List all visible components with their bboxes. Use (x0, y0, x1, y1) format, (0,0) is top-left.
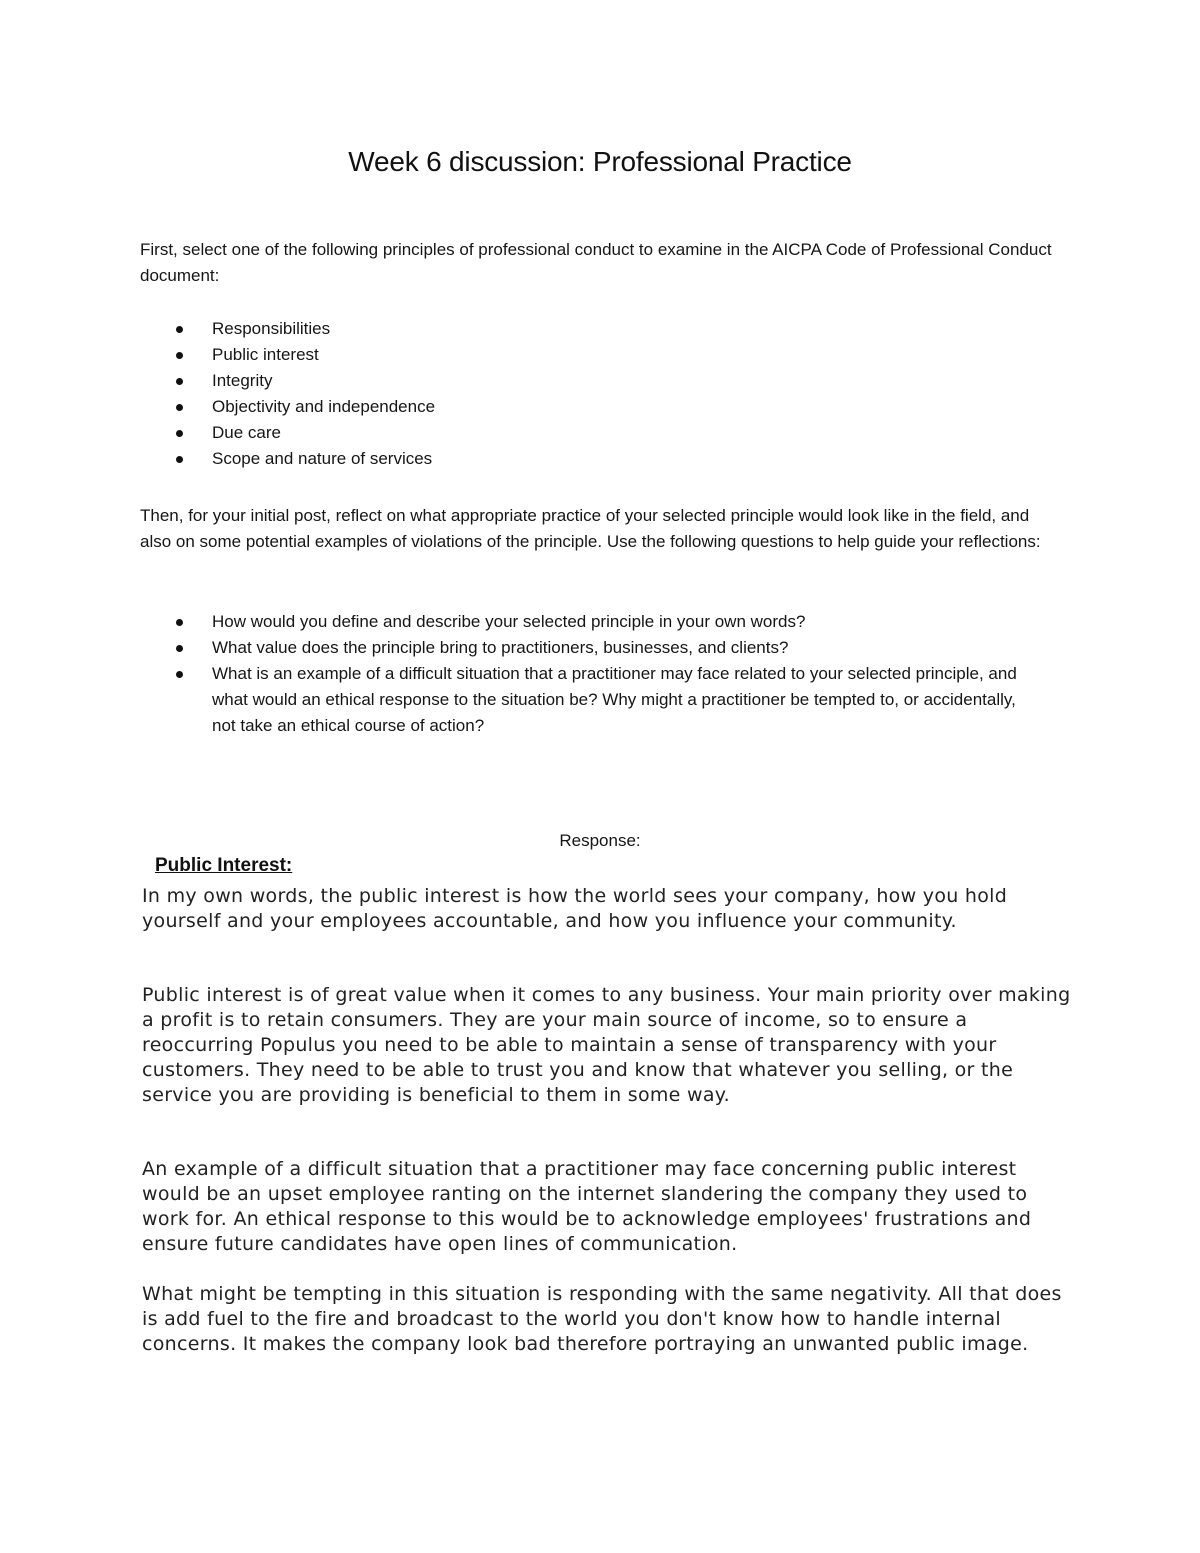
bullet-icon (176, 326, 183, 333)
response-paragraph-2: Public interest is of great value when it comes to any business. Your main priority over making a profit is to retain consumers. They are your main source of income, so to ensure a reoccurring Populus you need to be able to maintain a sense of transparency with your customers. They need to be able to trust you and know that whatever you selling, or the service you are providing is beneficial to them in some way. (142, 984, 1071, 1106)
bullet-icon (176, 671, 183, 678)
instructions-paragraph: Then, for your initial post, reflect on what appropriate practice of your selected principle would look like in the field, and also on some potential examples of violations of the principle. Use the following questions to help guide your reflections: (140, 506, 1041, 551)
question-text: What is an example of a difficult situation that a practitioner may face related to your selected principle, and what would an ethical response to the situation be? Why might a practitioner be tempted to, or accidentally, not take an ethical course of action? (212, 664, 1017, 735)
principle-label: Due care (212, 423, 281, 442)
response-paragraph-4: What might be tempting in this situation is responding with the same negativity. All that does is add fuel to the fire and broadcast to the world you don't know how to handle internal concerns. It makes the company look bad therefore portraying an unwanted public image. (142, 1283, 1062, 1355)
bullet-icon (176, 352, 183, 359)
document-title: Week 6 discussion: Professional Practice (348, 146, 852, 177)
response-paragraph-1: In my own words, the public interest is how the world sees your company, how you hold yourself and your employees accountable, and how you influence your community. (142, 885, 1008, 932)
response-paragraph-3: An example of a difficult situation that a practitioner may face concerning public interest would be an upset employee ranting on the internet slandering the company they used to work for. An ethical response to this would be to acknowledge employees' frustrations and ensure future candidates have open lines of communication. (142, 1158, 1032, 1255)
list-item (140, 661, 1020, 739)
bullet-icon (176, 619, 183, 626)
list-item (140, 368, 1020, 394)
list-item (140, 446, 1020, 472)
questions-list (140, 609, 1020, 739)
principle-label: Objectivity and independence (212, 397, 436, 416)
list-item (140, 420, 1020, 446)
principle-label: Integrity (212, 371, 273, 390)
list-item (140, 609, 1020, 635)
intro-paragraph: First, select one of the following principles of professional conduct to examine in the AICPA Code of Professional Conduct document: (140, 240, 1052, 285)
list-item (140, 394, 1020, 420)
list-item (140, 316, 1020, 342)
principle-label: Public interest (212, 345, 319, 364)
principle-label: Responsibilities (212, 319, 331, 338)
bullet-icon (176, 378, 183, 385)
principles-list (140, 316, 1020, 472)
bullet-icon (176, 456, 183, 463)
response-label: Response: (559, 831, 641, 850)
list-item (140, 342, 1020, 368)
bullet-icon (176, 404, 183, 411)
bullet-icon (176, 430, 183, 437)
response-heading: Public Interest: (155, 855, 293, 876)
list-item (140, 635, 1020, 661)
question-text: How would you define and describe your selected principle in your own words? (212, 612, 806, 631)
bullet-icon (176, 645, 183, 652)
principle-label: Scope and nature of services (212, 449, 433, 468)
question-text: What value does the principle bring to practitioners, businesses, and clients? (212, 638, 789, 657)
